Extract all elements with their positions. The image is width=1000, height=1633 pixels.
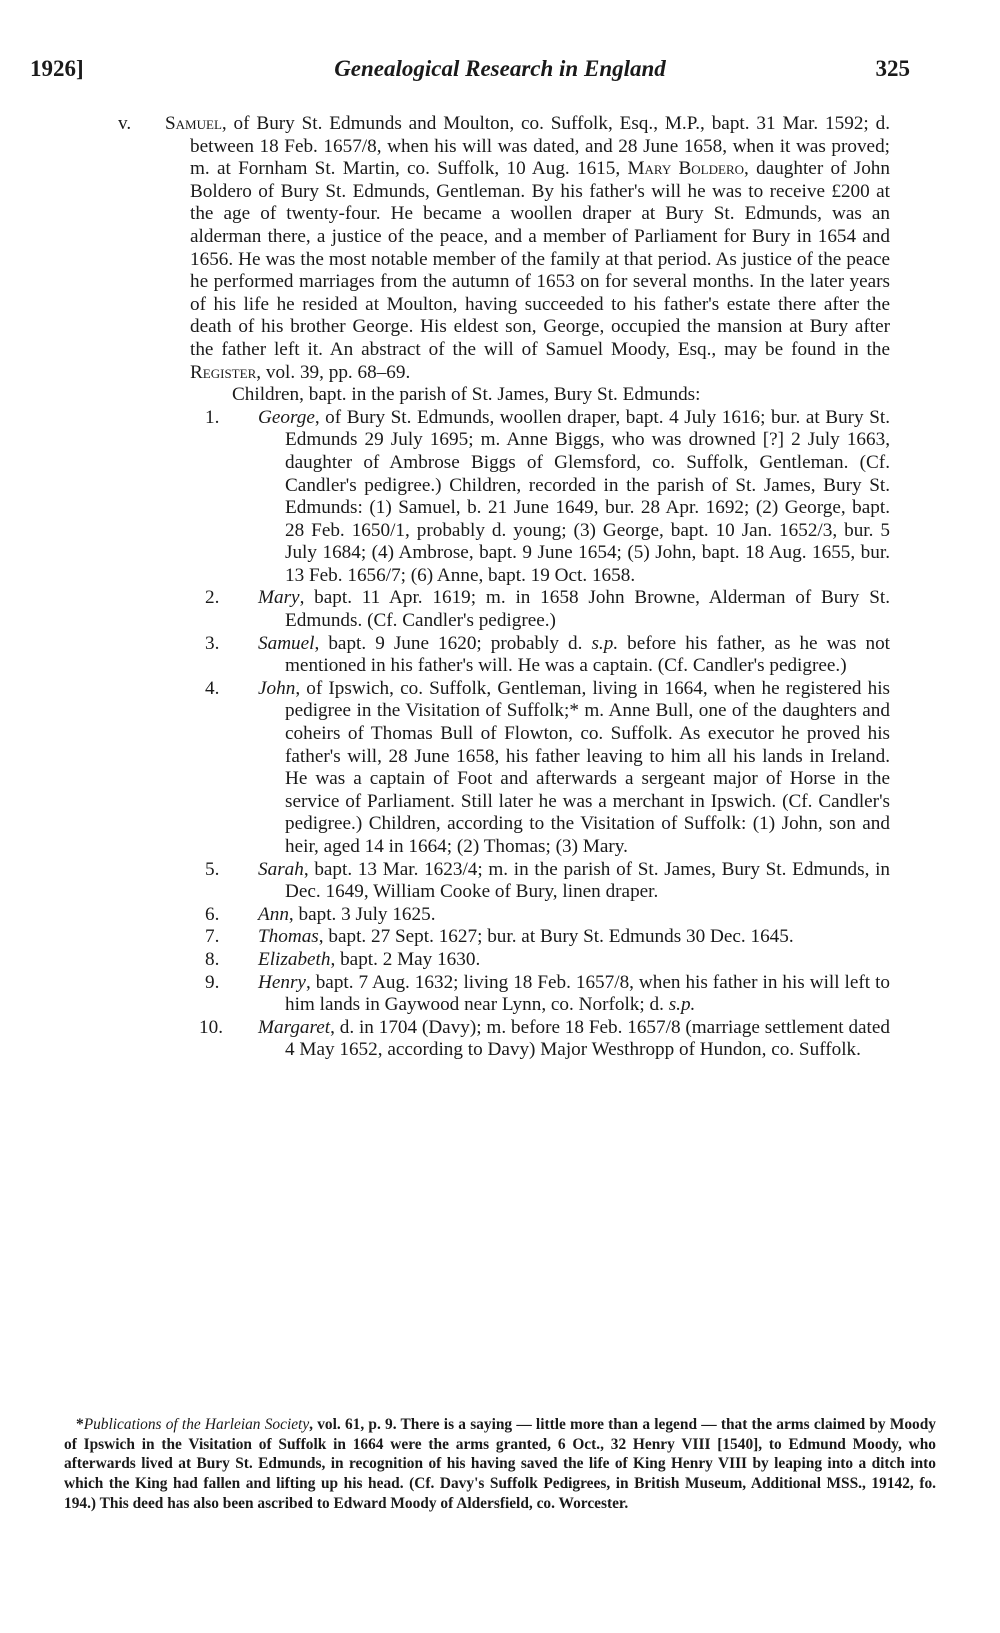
child-name: Margaret: [258, 1016, 331, 1038]
child-entry: [110, 926, 890, 949]
child-number: 4.: [205, 677, 220, 699]
child-entry: [110, 859, 890, 904]
child-entry: [110, 678, 890, 859]
child-text: , bapt. 13 Mar. 1623/4; m. in the parish of St. James, Bury St. Edmunds, in Dec. 1649, William Cooke of Bury, linen draper.: [285, 858, 890, 903]
child-text: , of Ipswich, co. Suffolk, Gentleman, living in 1664, when he registered his pedigree in the Visitation of Suffolk;* m. Anne Bull, one of the daughters and coheirs of Thomas Bull of Flowton, co. Suffolk. As executor he proved his father's will, 28 June 1658, his father leaving to him all his lands in Ireland. He was a captain of Foot and afterwards a sergeant major of Horse in the service of Parliament. Still later he was a merchant in Ipswich. (Cf. Candler's pedigree.) Children, according to the Visitation of Suffolk: (1) John, son and heir, aged 14 in 1664; (2) Thomas; (3) Mary.: [285, 677, 890, 857]
child-name: Mary: [258, 587, 300, 609]
child-text: , bapt. 27 Sept. 1627; bur. at Bury St. Edmunds 30 Dec. 1645.: [318, 926, 794, 948]
child-text-after: before his father, as he was not mentioned in his father's will. He was a captain. (Cf. Candler's pedigree.): [285, 632, 890, 677]
child-number: 5.: [205, 858, 220, 880]
footnote-paragraph: [64, 1415, 936, 1514]
child-text: , d. in 1704 (Davy); m. before 18 Feb. 1657/8 (marriage settlement dated 4 May 1652, according to Davy) Major Westhropp of Hundon, co. Suffolk.: [285, 1016, 890, 1061]
child-number: 3.: [205, 632, 220, 654]
child-number: 8.: [205, 948, 220, 970]
child-name: Samuel: [258, 632, 315, 654]
children-intro: Children, bapt. in the parish of St. James, Bury St. Edmunds:: [232, 384, 701, 406]
child-name: Henry: [258, 971, 306, 993]
child-entry: [110, 633, 890, 678]
child-number: 10.: [199, 1016, 223, 1038]
child-number: 2.: [205, 587, 220, 609]
child-entry: [110, 972, 890, 1017]
footnote-marker: *: [76, 1416, 84, 1433]
child-entry: [110, 949, 890, 972]
body-text: [110, 113, 890, 1062]
entry-name: Samuel: [165, 113, 222, 134]
header-title: Genealogical Research in England: [334, 56, 666, 81]
child-text: , bapt. 2 May 1630.: [330, 948, 481, 970]
child-text: , bapt. 3 July 1625.: [288, 903, 436, 925]
page-number: 325: [875, 56, 910, 81]
child-number: 6.: [205, 903, 220, 925]
header-year: 1926]: [30, 56, 84, 81]
child-name: Elizabeth: [258, 948, 331, 970]
entry-text-after-spouse: , daughter of John Boldero of Bury St. Edmunds, Gentleman. By his father's will he was to receive £200 at the age of twenty-four. He became a woollen draper at Bury St. Edmunds, was an alderman there, a justice of the peace, and a member of Parliament for Bury in 1654 and 1656. He was the most notable member of the family at that period. As justice of the peace he performed marriages from the autumn of 1653 on for several months. In the later years of his life he resided at Moulton, having succeeded to his father's estate there after the death of his brother George. His eldest son, George, occupied the mansion at Bury after the father left it. An abstract of the will of Samuel Moody, Esq., may be found in the: [190, 158, 890, 360]
main-entry: [110, 113, 890, 384]
child-text: , bapt. 9 June 1620; probably d.: [314, 632, 592, 654]
entry-spouse: Mary Boldero: [627, 158, 745, 180]
child-number: 9.: [205, 971, 220, 993]
child-name: John: [258, 677, 296, 699]
child-text: , bapt. 7 Aug. 1632; living 18 Feb. 1657/8, when his father in his will left to him lands in Gaywood near Lynn, co. Norfolk; d.: [285, 971, 890, 1016]
child-entry: [110, 407, 890, 588]
entry-numeral: v.: [118, 113, 132, 134]
footnote: [64, 1415, 936, 1514]
entry-text-end: , vol. 39, pp. 68–69.: [256, 361, 411, 383]
footnote-source-title: Publications of the Harleian Society: [83, 1416, 310, 1433]
child-name: Ann: [258, 903, 289, 925]
child-name: Sarah: [258, 858, 304, 880]
child-entry: [110, 587, 890, 632]
child-text: , of Bury St. Edmunds, woollen draper, bapt. 4 July 1616; bur. at Bury St. Edmunds 29 July 1695; m. Anne Biggs, who was drowned [?] 2 July 1663, daughter of Ambrose Biggs of Glemsford, co. Suffolk, Gentleman. (Cf. Candler's pedigree.) Children, recorded in the parish of St. James, Bury St. Edmunds: (1) Samuel, b. 21 June 1649, bur. 28 Apr. 1692; (2) George, bapt. 28 Feb. 1650/1, probably d. young; (3) George, bapt. 10 Jan. 1652/3, bur. 5 July 1684; (4) Ambrose, bapt. 9 June 1654; (5) John, bapt. 18 Aug. 1655, bur. 13 Feb. 1656/7; (6) Anne, bapt. 19 Oct. 1658.: [285, 406, 890, 586]
child-text: , bapt. 11 Apr. 1619; m. in 1658 John Browne, Alderman of Bury St. Edmunds. (Cf. Candler's pedigree.): [285, 587, 890, 632]
child-number: 7.: [205, 926, 220, 948]
child-name: George: [258, 406, 315, 428]
child-abbrev: s.p.: [591, 632, 619, 654]
child-number: 1.: [205, 406, 220, 428]
child-entry: [110, 904, 890, 927]
register-reference: Register: [190, 361, 257, 383]
entry-text: , of Bury St. Edmunds and Moulton, co. Suffolk, Esq., M.P., bapt. 31 Mar. 1592; d. between 18 Feb. 1657/8, when his will was dated, and 28 June 1658, when it was proved; m. at Fornham St. Martin, co. Suffolk, 10 Aug. 1615,: [190, 113, 890, 180]
child-entry: [110, 1017, 890, 1062]
child-name: Thomas: [258, 926, 319, 948]
running-header: [30, 56, 970, 90]
footnote-text: , vol. 61, p. 9. There is a saying — little more than a legend — that the arms claimed by Moody of Ipswich in the Visitation of Suffolk in 1664 were the arms granted, 6 Oct., 32 Henry VIII [1540], to Edmund Moody, who afterwards lived at Bury St. Edmunds, in recognition of his having saved the life of King Henry VIII by leaping into a ditch into which the King had fallen and lifting up his head. (Cf. Davy's Suffolk Pedigrees, in British Museum, Additional MSS., 19142, fo. 194.) This deed has also been ascribed to Edward Moody of Aldersfield, co. Worcester.: [64, 1416, 936, 1512]
child-abbrev: s.p.: [668, 994, 696, 1016]
